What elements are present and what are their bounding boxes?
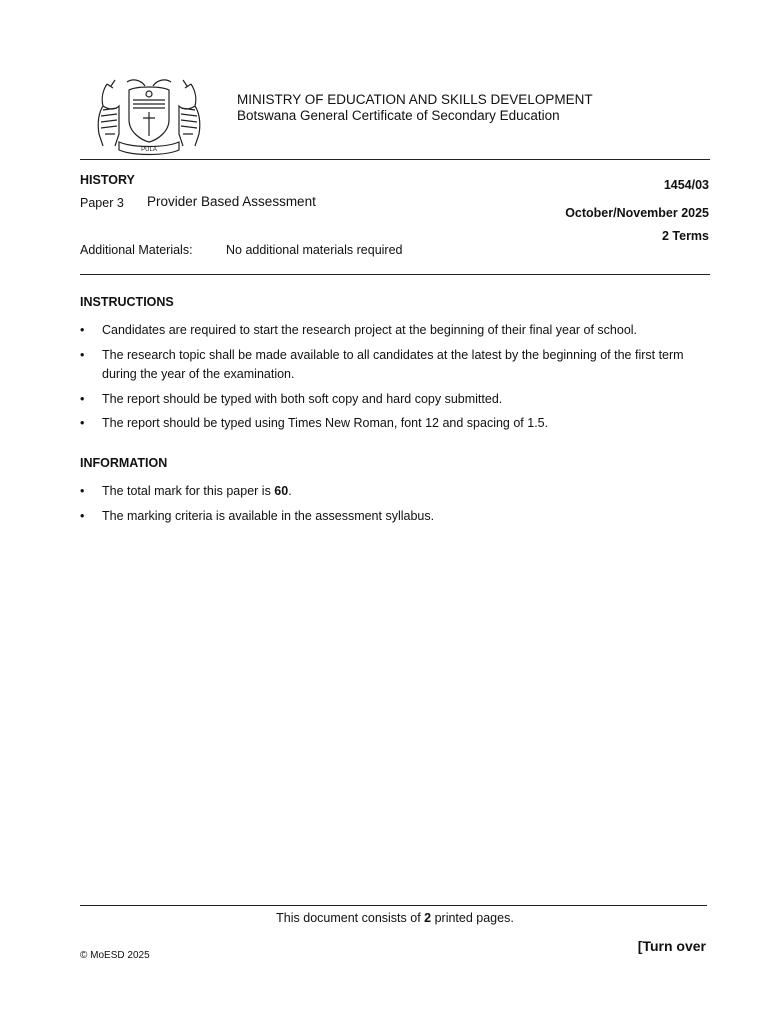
paper-label: Paper 3	[80, 196, 124, 210]
list-item: • The report should be typed with both soft copy and hard copy submitted.	[80, 390, 710, 410]
list-item: • The total mark for this paper is 60.	[80, 482, 710, 502]
botswana-coat-of-arms-icon	[93, 76, 205, 156]
list-item: • The marking criteria is available in the assessment syllabus.	[80, 507, 710, 527]
turn-over-label: [Turn over	[637, 938, 706, 954]
paper-title: Provider Based Assessment	[147, 194, 316, 209]
crest-motto: PULA	[141, 147, 157, 153]
bullet-icon: •	[80, 323, 85, 337]
instructions-heading: INSTRUCTIONS	[80, 295, 174, 309]
exam-session: October/November 2025	[565, 206, 709, 220]
instructions-list	[80, 321, 710, 439]
bullet-icon: •	[80, 508, 85, 523]
page-count-note: This document consists of 2 printed pages.	[276, 911, 514, 925]
footer-divider	[80, 905, 707, 906]
copyright: © MoESD 2025	[80, 950, 150, 961]
list-item: • The research topic shall be made available to all candidates at the latest by the beginning of the first term during the year of the examination.	[80, 347, 684, 381]
section-divider	[80, 274, 710, 275]
subject-title: HISTORY	[80, 173, 135, 187]
list-item: • Candidates are required to start the research project at the beginning of their final year of school.	[80, 321, 710, 341]
materials-value: No additional materials required	[226, 243, 403, 257]
materials-label: Additional Materials:	[80, 243, 193, 257]
header-divider	[80, 159, 710, 160]
exam-duration: 2 Terms	[661, 229, 709, 243]
list-item: • The report should be typed using Times New Roman, font 12 and spacing of 1.5.	[80, 414, 710, 434]
ministry-name: MINISTRY OF EDUCATION AND SKILLS DEVELOPMENT	[237, 92, 593, 107]
bullet-icon: •	[80, 347, 85, 362]
paper-code: 1454/03	[663, 178, 709, 192]
bullet-icon: •	[80, 391, 85, 406]
information-list	[80, 482, 710, 531]
certificate-name: Botswana General Certificate of Secondary Education	[237, 108, 560, 123]
bullet-icon: •	[80, 416, 85, 430]
total-mark: 60	[274, 484, 289, 498]
information-heading: INFORMATION	[80, 456, 168, 470]
bullet-icon: •	[80, 484, 85, 498]
